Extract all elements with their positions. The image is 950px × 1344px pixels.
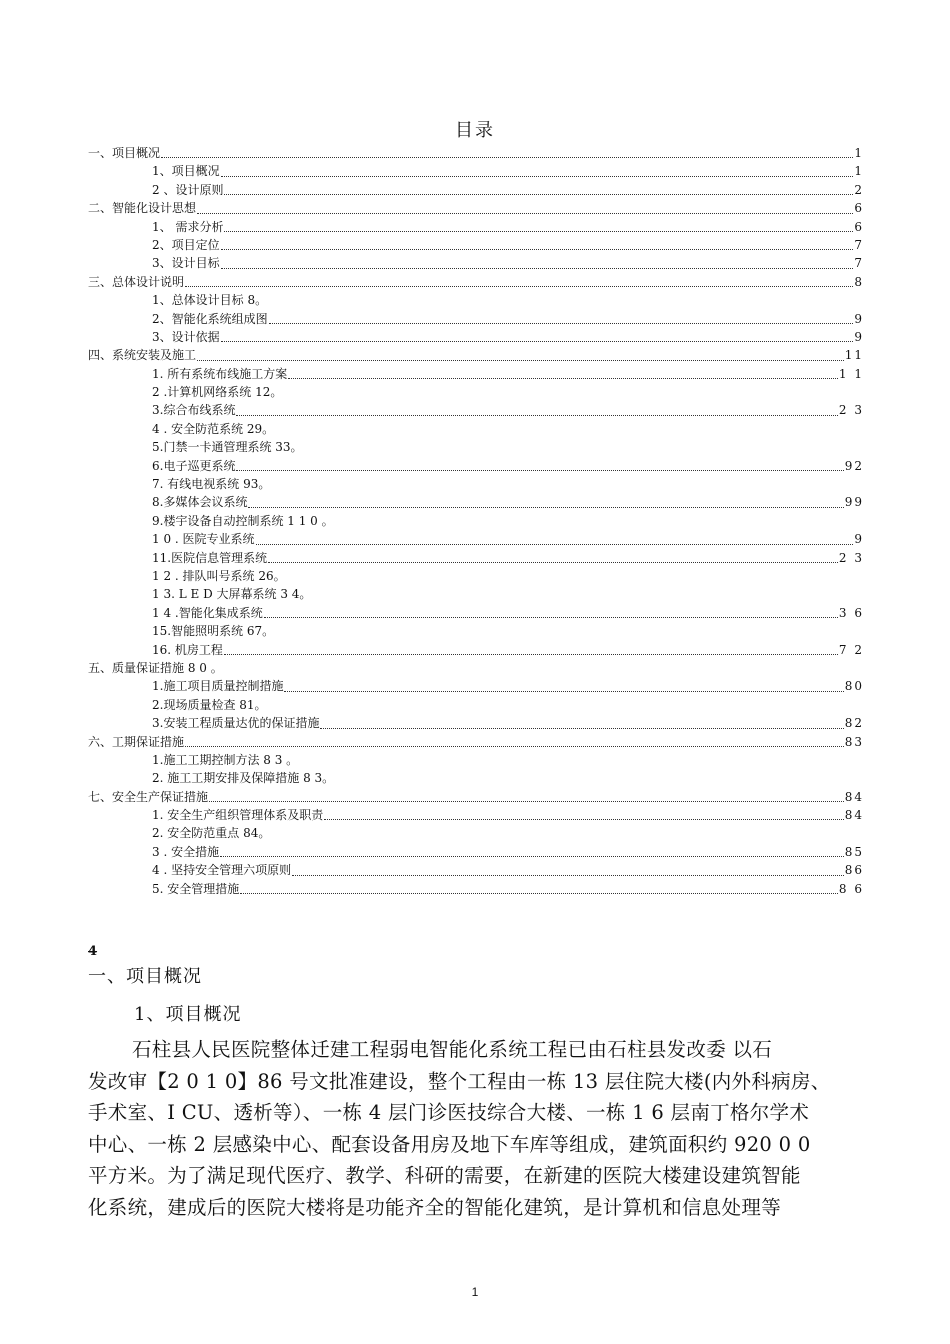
toc-leader-dots: [221, 331, 854, 342]
toc-entry-page: 92: [844, 458, 864, 473]
body-paragraph: [88, 1034, 864, 1223]
toc-entry-label: 1、 需求分析: [152, 219, 224, 234]
toc-entry-page: 85: [844, 844, 864, 859]
toc-entry-label: 1. 安全生产组织管理体系及职责: [152, 808, 324, 823]
toc-entry-page: 84: [844, 808, 864, 823]
toc-entry[interactable]: [88, 401, 864, 419]
toc-entry[interactable]: [88, 604, 864, 622]
toc-entry[interactable]: [88, 622, 864, 640]
toc-leader-dots: [288, 368, 838, 379]
toc-entry-label: 5.门禁一卡通管理系统 33。: [152, 440, 303, 455]
toc-entry-page: 9: [854, 532, 864, 547]
toc-entry[interactable]: [88, 696, 864, 714]
toc-entry-label: 5. 安全管理措施: [152, 881, 240, 896]
toc-entry-label: 3.安装工程质量达优的保证措施: [152, 716, 320, 731]
toc-entry[interactable]: [88, 567, 864, 585]
toc-entry-page: 1 1: [838, 366, 864, 381]
toc-entry-label: 6.电子巡更系统: [152, 458, 236, 473]
toc-title: 目录: [455, 120, 495, 141]
body-line: 中心、一栋 2 层感染中心、配套设备用房及地下车库等组成，建筑面积约 920 0 0: [88, 1132, 811, 1156]
toc-entry-page: 6: [854, 219, 864, 234]
toc-leader-dots: [185, 736, 844, 747]
toc-entry-label: 2 .计算机网络系统 12。: [152, 385, 283, 400]
section-marker: 4: [88, 944, 98, 959]
toc-entry-page: 83: [844, 734, 864, 749]
toc-entry[interactable]: [88, 641, 864, 659]
toc-leader-dots: [284, 681, 843, 692]
toc-entry[interactable]: [88, 162, 864, 180]
toc-entry-label: 2. 安全防范重点 84。: [152, 826, 271, 841]
toc-entry[interactable]: [88, 714, 864, 732]
toc-entry[interactable]: [88, 273, 864, 291]
toc-leader-dots: [269, 313, 854, 324]
toc-entry[interactable]: [88, 181, 864, 199]
body-line: 石柱县人民医院整体迁建工程弱电智能化系统工程已由石柱县发改委 以石: [132, 1038, 773, 1061]
section-subheading: 1、项目概况: [134, 1004, 242, 1025]
toc-entry-label: 1、项目概况: [152, 164, 220, 179]
toc-leader-dots: [161, 147, 853, 158]
toc-entry-page: 3 6: [838, 605, 864, 620]
toc-entry-label: 2.现场质量检查 81。: [152, 697, 267, 712]
toc-entry[interactable]: [88, 199, 864, 217]
toc-leader-dots: [197, 350, 844, 361]
toc-entry-label: 1 0 . 医院专业系统: [152, 532, 255, 547]
toc-entry[interactable]: [88, 824, 864, 842]
toc-entry-label: 2、智能化系统组成图: [152, 311, 268, 326]
toc-entry-page: 1: [854, 164, 864, 179]
toc-leader-dots: [220, 846, 844, 857]
toc-leader-dots: [221, 239, 854, 250]
toc-entry[interactable]: [88, 751, 864, 769]
toc-entry-label: 2、项目定位: [152, 237, 220, 252]
toc-entry[interactable]: [88, 788, 864, 806]
toc-entry-label: 2 、设计原则: [152, 182, 224, 197]
toc-entry-page: 2: [854, 182, 864, 197]
toc-entry[interactable]: [88, 420, 864, 438]
toc-leader-dots: [224, 644, 838, 655]
body-line: 化系统，建成后的医院大楼将是功能齐全的智能化建筑，是计算机和信息处理等: [88, 1195, 782, 1219]
toc-entry[interactable]: [88, 677, 864, 695]
toc-leader-dots: [268, 552, 838, 563]
toc-entry-label: 9.楼宇设备自动控制系统 1 1 0 。: [152, 513, 334, 528]
toc-entry[interactable]: [88, 457, 864, 475]
toc-leader-dots: [240, 883, 838, 894]
toc-entry-page: 80: [844, 679, 864, 694]
toc-leader-dots: [197, 203, 853, 214]
toc-entry-label: 8.多媒体会议系统: [152, 495, 248, 510]
table-of-contents: [88, 144, 864, 898]
toc-entry[interactable]: [88, 806, 864, 824]
toc-entry[interactable]: [88, 346, 864, 364]
toc-entry[interactable]: [88, 438, 864, 456]
toc-leader-dots: [324, 809, 843, 820]
toc-entry[interactable]: [88, 310, 864, 328]
toc-entry-page: 9: [854, 311, 864, 326]
toc-entry-label: 七、安全生产保证措施: [88, 789, 209, 804]
toc-leader-dots: [248, 497, 843, 508]
toc-entry-label: 1.施工工期控制方法 8 3 。: [152, 752, 299, 767]
toc-leader-dots: [221, 258, 854, 269]
toc-entry[interactable]: [88, 585, 864, 603]
toc-entry[interactable]: [88, 475, 864, 493]
toc-entry-page: 99: [844, 495, 864, 510]
toc-entry-label: 3 . 安全措施: [152, 844, 220, 859]
toc-entry[interactable]: [88, 365, 864, 383]
toc-entry-label: 4 . 安全防范系统 29。: [152, 421, 275, 436]
toc-entry-label: 二、智能化设计思想: [88, 201, 197, 216]
toc-leader-dots: [185, 276, 853, 287]
toc-entry-label: 7. 有线电视系统 93。: [152, 477, 271, 492]
toc-entry-label: 四、系统安装及施工: [88, 348, 197, 363]
toc-entry[interactable]: [88, 218, 864, 236]
toc-entry[interactable]: [88, 733, 864, 751]
toc-entry-label: 2. 施工工期安排及保障措施 8 3。: [152, 771, 335, 786]
toc-entry-page: 7 2: [838, 642, 864, 657]
toc-entry[interactable]: [88, 769, 864, 787]
toc-entry-page: 9: [854, 329, 864, 344]
page-number: 1: [471, 1285, 479, 1299]
toc-entry-label: 六、工期保证措施: [88, 734, 185, 749]
toc-entry-label: 4 . 坚持安全管理六项原则: [152, 863, 292, 878]
toc-entry[interactable]: [88, 861, 864, 879]
toc-entry[interactable]: [88, 880, 864, 898]
toc-entry-page: 7: [854, 237, 864, 252]
toc-entry-label: 1 3. L E D 大屏幕系统 3 4。: [152, 587, 312, 602]
toc-entry-label: 1.施工项目质量控制措施: [152, 679, 284, 694]
toc-entry-label: 15.智能照明系统 67。: [152, 624, 275, 639]
toc-entry[interactable]: [88, 236, 864, 254]
toc-entry[interactable]: [88, 493, 864, 511]
toc-entry-label: 三、总体设计说明: [88, 274, 185, 289]
toc-entry-label: 五、质量保证措施 8 0 。: [88, 660, 223, 675]
toc-entry-page: 84: [844, 789, 864, 804]
toc-entry[interactable]: [88, 659, 864, 677]
toc-entry-page: 11: [844, 348, 864, 363]
toc-leader-dots: [209, 791, 844, 802]
toc-entry-page: 6: [854, 201, 864, 216]
body-line: 手术室、I CU、透析等）、一栋 4 层门诊医技综合大楼、一栋 1 6 层南丁格尔学术: [88, 1101, 810, 1124]
toc-entry[interactable]: [88, 549, 864, 567]
toc-entry-page: 8 6: [838, 881, 864, 896]
toc-entry-label: 1、总体设计目标 8。: [152, 293, 268, 308]
toc-entry-label: 1. 所有系统布线施工方案: [152, 366, 288, 381]
toc-entry-page: 8: [854, 274, 864, 289]
toc-entry[interactable]: [88, 144, 864, 162]
toc-leader-dots: [264, 607, 838, 618]
toc-leader-dots: [256, 534, 854, 545]
toc-leader-dots: [224, 221, 853, 232]
toc-entry[interactable]: [88, 383, 864, 401]
toc-entry-label: 3.综合布线系统: [152, 403, 236, 418]
toc-entry-page: 82: [844, 716, 864, 731]
toc-leader-dots: [221, 166, 854, 177]
toc-entry-label: 一、项目概况: [88, 146, 161, 160]
toc-entry[interactable]: [88, 291, 864, 309]
toc-leader-dots: [236, 460, 843, 471]
toc-entry[interactable]: [88, 512, 864, 530]
toc-entry[interactable]: [88, 328, 864, 346]
toc-entry-label: 11.医院信息管理系统: [152, 550, 268, 565]
body-line: 发改审【2 0 1 0】86 号文批准建设，整个工程由一栋 13 层住院大楼(内外科病房、: [88, 1069, 831, 1093]
toc-entry-label: 1 4 .智能化集成系统: [152, 605, 263, 620]
toc-entry[interactable]: [88, 530, 864, 548]
toc-entry-page: 7: [854, 256, 864, 271]
toc-entry-page: 2 3: [838, 550, 864, 565]
toc-leader-dots: [236, 405, 837, 416]
toc-entry-label: 3、设计依据: [152, 329, 220, 344]
toc-entry-page: 1: [854, 146, 864, 160]
toc-entry-label: 1 2 . 排队叫号系统 26。: [152, 568, 286, 583]
toc-entry[interactable]: [88, 254, 864, 272]
toc-entry-label: 16. 机房工程: [152, 642, 223, 657]
body-line: 平方米。为了满足现代医疗、教学、科研的需要，在新建的医院大楼建设建筑智能: [88, 1164, 801, 1187]
toc-entry-page: 2 3: [838, 403, 864, 418]
toc-leader-dots: [224, 184, 853, 195]
toc-entry-page: 86: [844, 863, 864, 878]
toc-leader-dots: [320, 718, 843, 729]
toc-entry[interactable]: [88, 843, 864, 861]
toc-entry-label: 3、设计目标: [152, 256, 220, 271]
section-heading: 一、项目概况: [88, 966, 202, 987]
toc-leader-dots: [292, 865, 844, 876]
